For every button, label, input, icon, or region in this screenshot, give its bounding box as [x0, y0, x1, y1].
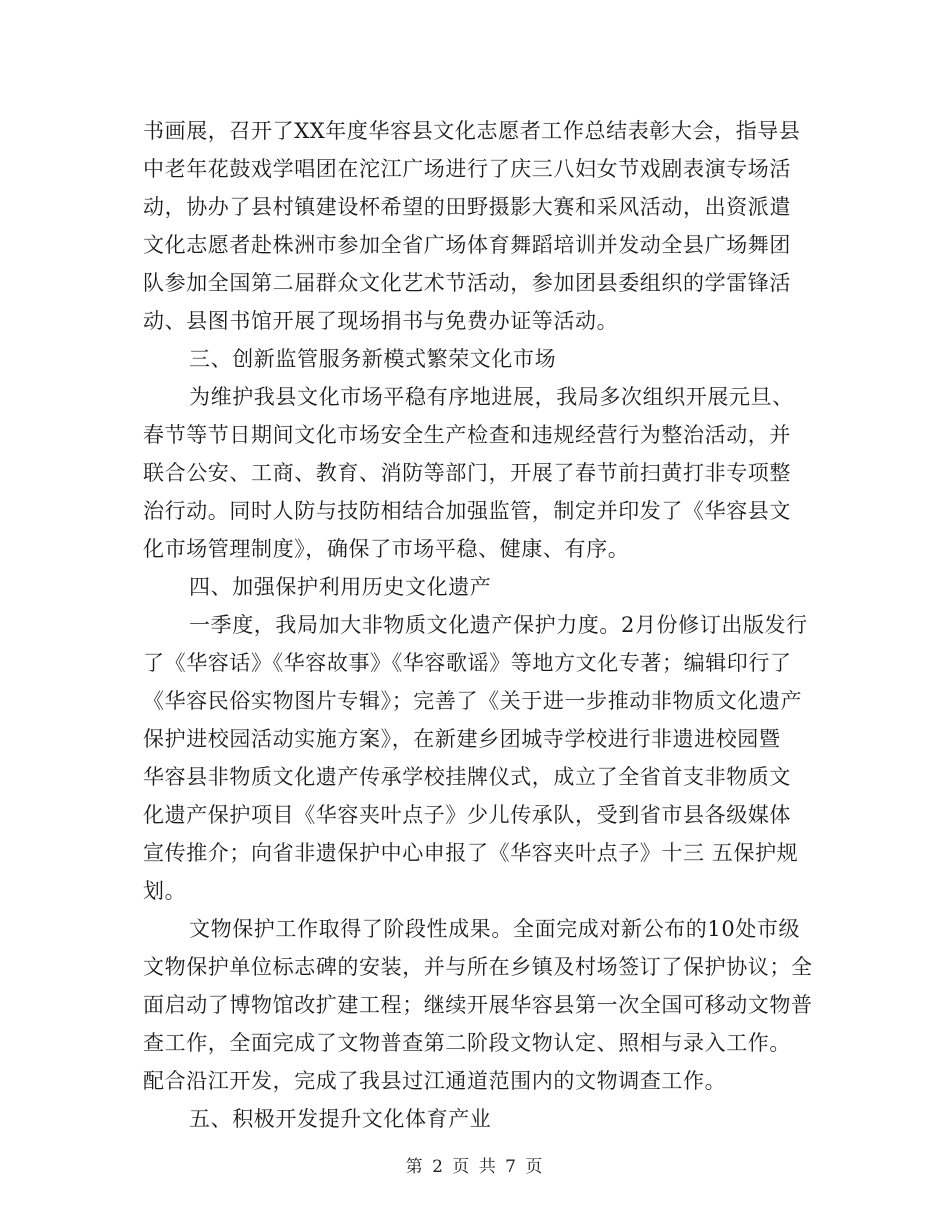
text-line: 为维护我县文化市场平稳有序地进展，我局多次组织开展元旦、 [189, 385, 794, 409]
section-heading: 四、加强保护利用历史文化遗产 [189, 575, 492, 599]
text-line: 宣传推介；向省非遗保护中心申报了《华容夹叶点子》十三 五保护规 [143, 841, 799, 865]
text-line: 了《华容话》《华容故事》《华容歌谣》等地方文化专著；编辑印行了 [143, 651, 792, 675]
text-line: 配合沿江开发，完成了我县过江通道范围内的文物调查工作。 [143, 1069, 727, 1093]
text-line: 划。 [143, 879, 187, 903]
text-line: 队参加全国第二届群众文化艺术节活动，参加团县委组织的学雷锋活 [143, 271, 791, 295]
page-number-footer: 第 2 页 共 7 页 [405, 1157, 545, 1177]
text-line: 文物保护单位标志碑的安装，并与所在乡镇及村场签订了保护协议；全 [143, 955, 813, 979]
text-line: 查工作，全面完成了文物普查第二阶段文物认定、照相与录入工作。 [143, 1031, 791, 1055]
text-line: 动、县图书馆开展了现场捐书与免费办证等活动。 [143, 309, 619, 333]
text-line: 化市场管理制度》，确保了市场平稳、健康、有序。 [143, 537, 630, 561]
text-line: 中老年花鼓戏学唱团在沱江广场进行了庆三八妇女节戏剧表演专场活 [143, 157, 791, 181]
text-line: 《华容民俗实物图片专辑》；完善了《关于进一步推动非物质文化遗产 [143, 689, 803, 713]
paragraph [143, 606, 823, 910]
text-line: 文物保护工作取得了阶段性成果。全面完成对新公布的10处市级 [189, 917, 801, 941]
text-line: 联合公安、工商、教育、消防等部门，开展了春节前扫黄打非专项整 [143, 461, 791, 485]
text-line: 春节等节日期间文化市场安全生产检查和违规经营行为整治活动，并 [143, 423, 791, 447]
text-line: 面启动了博物馆改扩建工程；继续开展华容县第一次全国可移动文物普 [143, 993, 813, 1017]
text-line: 治行动。同时人防与技防相结合加强监管，制定并印发了《华容县文 [143, 499, 791, 523]
section-heading: 三、创新监管服务新模式繁荣文化市场 [189, 347, 557, 371]
document-body [143, 112, 823, 1138]
text-line: 化遗产保护项目《华容夹叶点子》少儿传承队，受到省市县各级媒体 [143, 803, 791, 827]
text-line: 一季度，我局加大非物质文化遗产保护力度。2月份修订出版发行 [189, 613, 808, 637]
text-line: 华容县非物质文化遗产传承学校挂牌仪式，成立了全省首支非物质文 [143, 765, 791, 789]
text-line: 书画展，召开了XX年度华容县文化志愿者工作总结表彰大会，指导县 [143, 119, 801, 143]
paragraph [143, 910, 823, 1100]
paragraph [143, 378, 823, 568]
paragraph [143, 112, 823, 340]
text-line: 动，协办了县村镇建设杯希望的田野摄影大赛和采风活动，出资派遣 [143, 195, 791, 219]
text-line: 文化志愿者赴株洲市参加全省广场体育舞蹈培训并发动全县广场舞团 [143, 233, 791, 257]
text-line: 保护进校园活动实施方案》，在新建乡团城寺学校进行非遗进校园暨 [143, 727, 781, 751]
section-heading: 五、积极开发提升文化体育产业 [189, 1107, 492, 1131]
